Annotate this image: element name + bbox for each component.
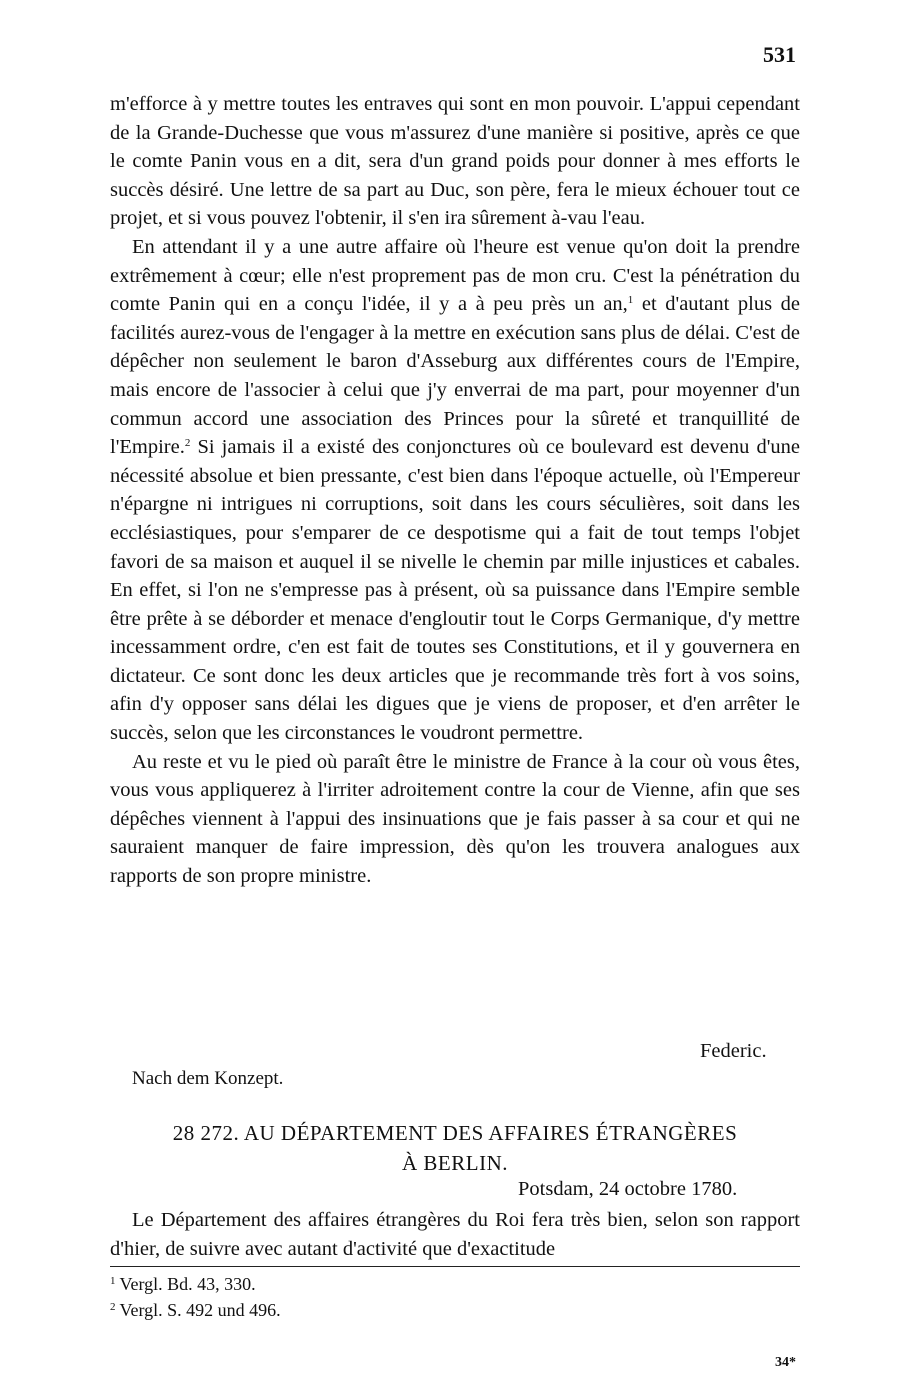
footnote-2 [110,1296,281,1322]
footnote-ref-1[interactable]: 1 [627,294,634,307]
signature: Federic. [700,1040,767,1062]
heading-line-1: 28 272. AU DÉPARTEMENT DES AFFAIRES ÉTRANGÈRES [172,1121,738,1145]
letter-body [110,90,800,891]
footnote-text-2: Vergl. S. 492 und 496. [119,1300,281,1320]
footnote-ref-2[interactable]: 2 [184,437,191,450]
paragraph-2-part-b: et d'autant plus de facilités aurez-vous de l'engager à la mettre en exécution sans plus de délai. C'est de dépêcher non seulement le baron d'Asseburg aux différentes cours de l'Empire, mais encore de l'associer à celui que j'y enverrai de ma part, pour moyenner d'un commun accord une association des Princes pour la sûreté et tranquillité de l'Empire. [110,293,800,459]
page-number: 531 [763,42,796,67]
paragraph-3: Au reste et vu le pied où paraît être le ministre de France à la cour où vous êtes, vous vous appliquerez à l'irriter adroitement contre la cour de Vienne, afin que ses dépêches viennent à l'appui des insinuations que je fais passer à sa cour et qui ne sauraient manquer de faire impression, dès qu'on les trouvera analogues aux rapports de son propre ministre. [110,750,800,888]
next-letter-body [110,1206,800,1263]
paragraph-1: m'efforce à y mettre toutes les entraves qui sont en mon pouvoir. L'appui cependant de la Grande-Duchesse que vous m'assurez d'une manière si positive, après ce que le comte Panin vous en a dit, sera d'un grand poids pour donner à mes efforts le succès désiré. Une lettre de sa part au Duc, son père, fera le mieux échouer tout ce projet, et si vous pouvez l'obtenir, il s'en ira sûrement à-vau l'eau. [110,93,800,230]
footnotes [110,1270,281,1322]
next-letter-paragraph: Le Département des affaires étrangères du Roi fera très bien, selon son rapport d'hier, de suivre avec autant d'activité que d'exactitude [110,1209,800,1260]
paragraph-2-part-a: En attendant il y a une autre affaire où l'heure est venue qu'on doit la prendre extrêmement à cœur; elle n'est proprement pas de mon cru. C'est la pénétration du comte Panin qui en a conçu l'idée, il y a à peu près un an, [110,235,800,316]
printer-signature-mark: 34* [775,1355,796,1370]
footnote-marker-1: 1 [110,1275,116,1287]
footnote-1 [110,1270,281,1296]
letter-heading [110,1118,800,1178]
footnote-divider [110,1266,800,1267]
footnote-text-1: Vergl. Bd. 43, 330. [119,1274,256,1294]
heading-line-2: À BERLIN. [402,1151,508,1175]
dateline: Potsdam, 24 octobre 1780. [518,1178,738,1200]
paragraph-2 [110,233,800,748]
source-note: Nach dem Konzept. [132,1068,284,1089]
paragraph-2-part-c: Si jamais il a existé des conjonctures où ce boulevard est devenu d'une nécessité absolue et bien pressante, c'est bien dans l'époque actuelle, où l'Empereur n'épargne ni intrigues ni corruptions, soit dans les cours séculières, soit dans les ecclésiastiques, pour s'emparer de ce despotisme qui a fait de tout temps l'objet favori de sa maison et auquel il se nivelle le chemin par mille injustices et cabales. En effet, si l'on ne s'empresse pas à présent, où sa puissance dans l'Empire semble être prête à se déborder et menace d'engloutir tout le Corps Germanique, d'y mettre incessamment ordre, c'en est fait de toutes ses Constitutions, et il y gouvernera en dictateur. Ce sont donc les deux articles que je recommande très fort à vos soins, afin d'y opposer sans délai les digues que je viens de proposer, et d'en arrêter le succès, selon que les circonstances le voudront permettre. [110,436,800,745]
footnote-marker-2: 2 [110,1301,116,1313]
